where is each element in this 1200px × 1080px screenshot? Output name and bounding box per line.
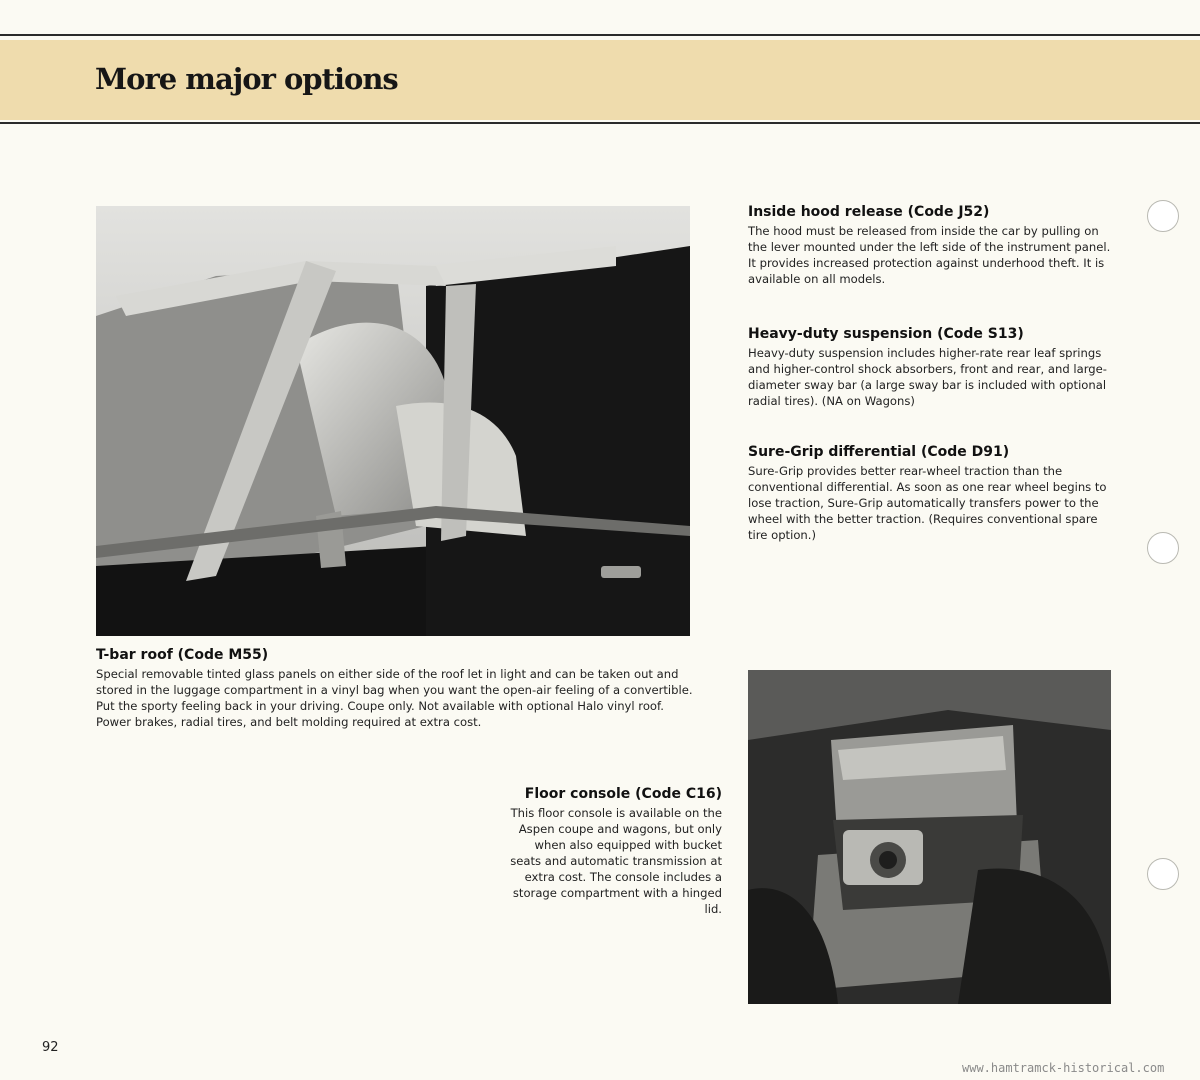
- page-title: More major options: [95, 62, 398, 96]
- binder-hole-bottom: [1147, 858, 1179, 890]
- hood-release-body: The hood must be released from inside the car by pulling on the lever mounted under the left side of the instrument panel. It provides increased protection against underhood theft. It is available on all models.: [748, 224, 1111, 286]
- section-t-bar-roof: [96, 647, 696, 730]
- binder-hole-top: [1147, 200, 1179, 232]
- banner-bottom-rule: [0, 122, 1200, 124]
- suspension-body: Heavy-duty suspension includes higher-rate rear leaf springs and higher-control shock absorbers, front and rear, and large-diameter sway bar (a large sway bar is included with optional radial tires). (NA on Wagons): [748, 346, 1107, 408]
- top-rule: [0, 34, 1200, 36]
- hood-release-heading: Inside hood release (Code J52): [748, 204, 990, 220]
- suspension-heading: Heavy-duty suspension (Code S13): [748, 326, 1024, 342]
- section-suspension: [748, 326, 1113, 409]
- section-hood-release: [748, 204, 1113, 287]
- t-bar-roof-body: Special removable tinted glass panels on either side of the roof let in light and can be taken out and stored in the luggage compartment in a vinyl bag when you want the open-air feeling of a convertible. Put the sporty feeling back in your driving. Coupe only. Not available with optional Halo vinyl roof. Power brakes, radial tires, and belt molding required at extra cost.: [96, 667, 693, 729]
- differential-body: Sure-Grip provides better rear-wheel traction than the conventional differential. As soon as one rear wheel begins to lose traction, Sure-Grip automatically transfers power to the wheel with the better traction. (Requires conventional spare tire option.): [748, 464, 1107, 542]
- floor-console-heading: Floor console (Code C16): [524, 786, 722, 802]
- t-bar-roof-heading: T-bar roof (Code M55): [96, 647, 269, 663]
- page-number: 92: [42, 1040, 59, 1055]
- t-bar-roof-photo: [96, 206, 690, 636]
- section-differential: [748, 444, 1113, 543]
- floor-console-body: This floor console is available on the Aspen coupe and wagons, but only when also equipped with bucket seats and automatic transmission at extra cost. The console includes a storage compartment with a hinged lid.: [510, 806, 722, 916]
- section-floor-console: [510, 786, 722, 917]
- differential-heading: Sure-Grip differential (Code D91): [748, 444, 1010, 460]
- binder-hole-middle: [1147, 532, 1179, 564]
- watermark: www.hamtramck-historical.com: [962, 1061, 1165, 1075]
- floor-console-photo: [748, 670, 1111, 1004]
